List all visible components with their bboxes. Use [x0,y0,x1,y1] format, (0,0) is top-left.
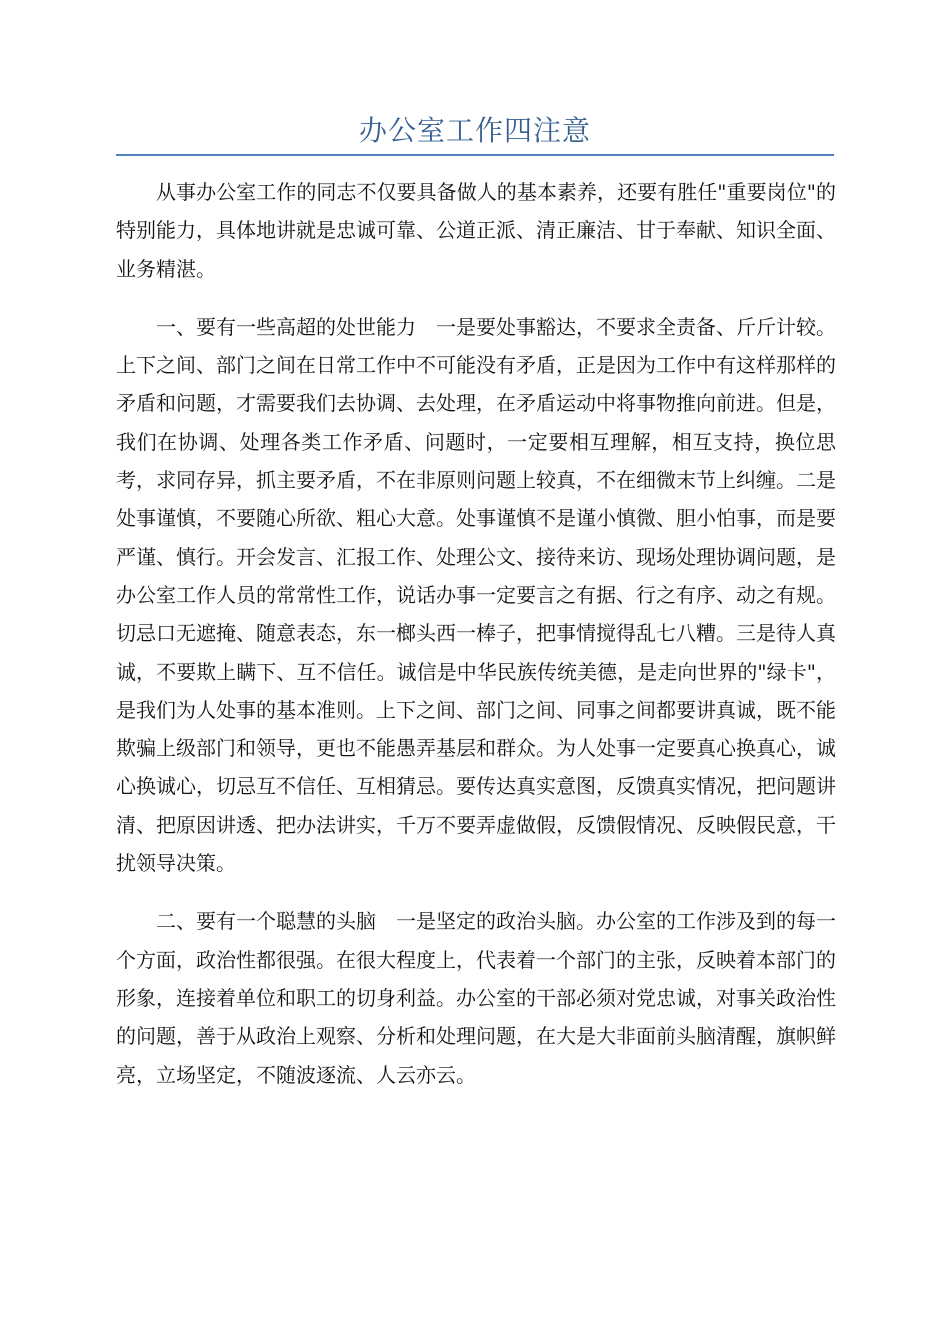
paragraph-section-one: 一、要有一些高超的处世能力 一是要处事豁达，不要求全责备、斤斤计较。上下之间、部门之间在日常工作中不可能没有矛盾，正是因为工作中有这样那样的矛盾和问题，才需要我们去协调、去处理，在矛盾运动中将事物推向前进。但是，我们在协调、处理各类工作矛盾、问题时，一定要相互理解，相互支持，换位思考，求同存异，抓主要矛盾，不在非原则问题上较真，不在细微末节上纠缠。二是处事谨慎，不要随心所欲、粗心大意。处事谨慎不是谨小慎微、胆小怕事，而是要严谨、慎行。开会发言、汇报工作、处理公文、接待来访、现场处理协调问题，是办公室工作人员的常常性工作，说话办事一定要言之有据、行之有序、动之有规。切忌口无遮掩、随意表态，东一榔头西一棒子，把事情搅得乱七八糟。三是待人真诚，不要欺上瞒下、互不信任。诚信是中华民族传统美德，是走向世界的"绿卡"，是我们为人处事的基本准则。上下之间、部门之间、同事之间都要讲真诚，既不能欺骗上级部门和领导，更也不能愚弄基层和群众。为人处事一定要真心换真心，诚心换诚心，切忌互不信任、互相猜忌。要传达真实意图，反馈真实情况，把问题讲清、把原因讲透、把办法讲实，千万不要弄虚做假，反馈假情况、反映假民意，干扰领导决策。 [116,314,836,876]
title-underline [116,154,834,156]
paragraph-section-two: 二、要有一个聪慧的头脑 一是坚定的政治头脑。办公室的工作涉及到的每一个方面，政治性都很强。在很大程度上，代表着一个部门的主张，反映着本部门的形象，连接着单位和职工的切身利益。办公室的干部必须对党忠诚，对事关政治性的问题，善于从政治上观察、分析和处理问题，在大是大非面前头脑清醒，旗帜鲜亮，立场坚定，不随波逐流、人云亦云。 [116,909,836,1087]
paragraph-intro: 从事办公室工作的同志不仅要具备做人的基本素养，还要有胜任"重要岗位"的特别能力，具体地讲就是忠诚可靠、公道正派、清正廉洁、甘于奉献、知识全面、业务精湛。 [116,180,836,281]
document-title: 办公室工作四注意 [358,114,591,147]
document-body [116,173,836,1114]
